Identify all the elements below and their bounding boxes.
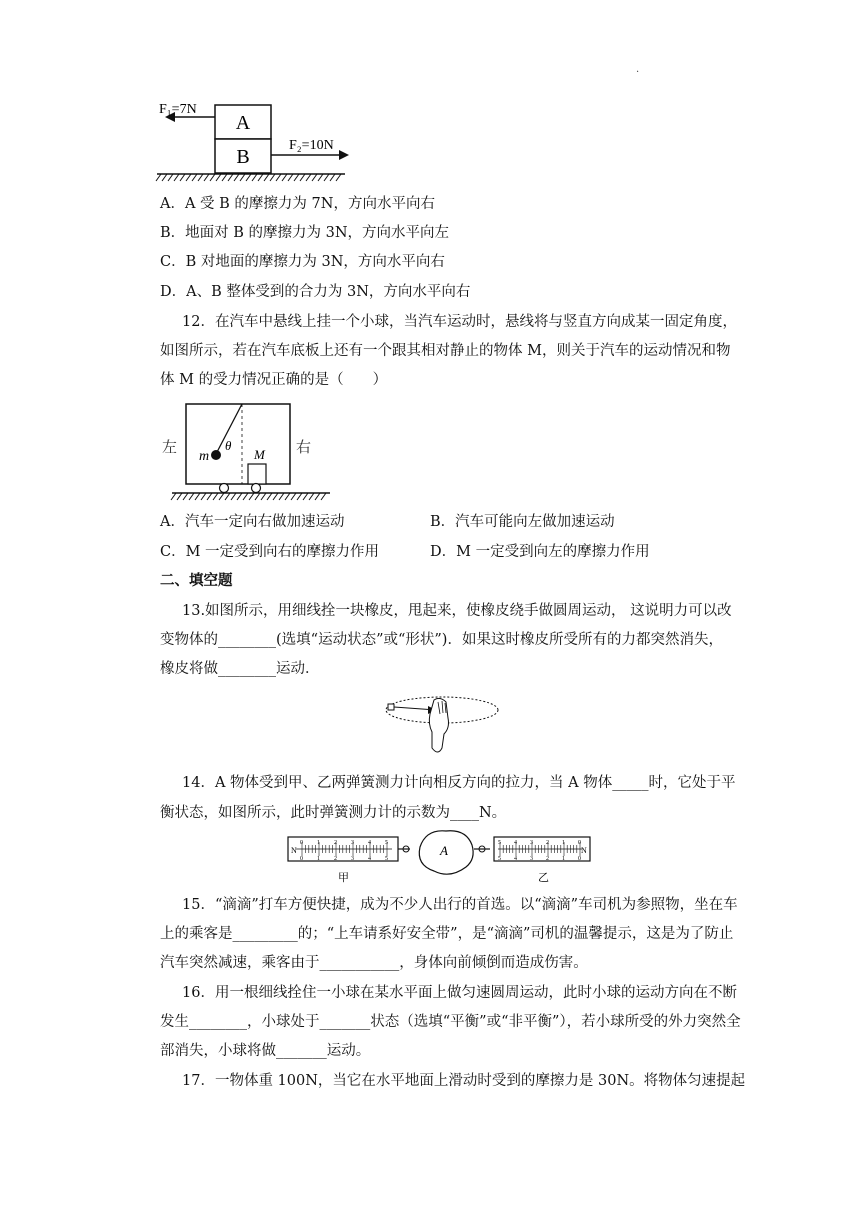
ground-hatch xyxy=(291,493,296,500)
ground-hatch xyxy=(219,493,224,500)
scale-yi-label: 乙 xyxy=(538,872,549,884)
ground-hatch xyxy=(156,174,161,181)
q13-line3: 橡皮将做________运动． xyxy=(160,661,320,677)
q16-line3: 部消失，小球将做_______运动。 xyxy=(160,1043,371,1059)
ground-hatch xyxy=(270,174,275,181)
q14-line2: 衡状态，如图所示，此时弹簧测力计的示数为____N。 xyxy=(160,805,507,821)
ground-hatch xyxy=(249,493,254,500)
scale-digit: 4 xyxy=(514,840,517,846)
ground-hatch xyxy=(264,174,269,181)
q13-line1: 13.如图所示，用细线拴一块橡皮，甩起来，使橡皮绕手做圆周运动， 这说明力可以改 xyxy=(182,603,732,619)
q16-line1: 16．用一根细线拴住一小球在某水平面上做匀速圆周运动，此时小球的运动方向在不断 xyxy=(182,985,737,1001)
ground-hatch xyxy=(183,493,188,500)
scale-yi xyxy=(474,837,590,862)
scale-digit: 5 xyxy=(498,840,501,846)
scale-digit: 3 xyxy=(351,840,354,846)
q12-option-d: D．M 一定受到向左的摩擦力作用 xyxy=(430,544,650,560)
scale-digit: 1 xyxy=(562,840,565,846)
q12-option-a: A．汽车一定向右做加速运动 xyxy=(160,514,345,530)
ball-label-m: m xyxy=(199,449,210,464)
scale-digit: 5 xyxy=(498,856,501,862)
scale-digit: 0 xyxy=(578,840,581,846)
ground-hatch xyxy=(300,174,305,181)
ground-hatch xyxy=(174,174,179,181)
ground-hatch xyxy=(177,493,182,500)
ground-hatch xyxy=(240,174,245,181)
scale-digit: 2 xyxy=(546,856,549,862)
ground-hatch xyxy=(216,174,221,181)
scale-digit: 1 xyxy=(317,856,320,862)
pendulum-ball xyxy=(211,450,221,460)
q11-option-c: C．B 对地面的摩擦力为 3N，方向水平向右 xyxy=(160,254,445,270)
q15-line2: 上的乘客是_________的；“上车请系好安全带”，是“滴滴”司机的温馨提示，这是为了防止 xyxy=(160,926,734,942)
ground-hatch xyxy=(222,174,227,181)
ground-hatch xyxy=(336,174,341,181)
scale-digit: 0 xyxy=(300,856,303,862)
ground-hatch xyxy=(273,493,278,500)
hand-eraser-figure xyxy=(382,688,510,768)
ground-hatch xyxy=(279,493,284,500)
force-f1-label: F₁=7N xyxy=(159,102,197,117)
q16-line2: 发生________，小球处于_______状态（选填“平衡”或“非平衡”），若小球所受的外力突然全 xyxy=(160,1014,741,1030)
ground-hatch xyxy=(228,174,233,181)
angle-label-theta: θ xyxy=(225,438,232,453)
scale-digit: 1 xyxy=(317,840,320,846)
ground-hatch xyxy=(195,493,200,500)
svg-text:N: N xyxy=(581,846,587,855)
ground-hatch xyxy=(246,174,251,181)
wheel-right xyxy=(252,484,261,493)
svg-text:N: N xyxy=(291,846,297,855)
ground-hatch xyxy=(297,493,302,500)
scale-digit: 4 xyxy=(368,856,371,862)
scale-digit: 3 xyxy=(530,840,533,846)
scale-digit: 4 xyxy=(514,856,517,862)
ground-hatch xyxy=(315,493,320,500)
q11-option-b: B．地面对 B 的摩擦力为 3N，方向水平向左 xyxy=(160,225,450,241)
q12-option-b: B．汽车可能向左做加速运动 xyxy=(430,514,615,530)
scale-digit: 5 xyxy=(385,840,388,846)
scale-digit: 3 xyxy=(530,856,533,862)
q15-line3: 汽车突然减速，乘客由于___________，身体向前倾倒而造成伤害。 xyxy=(160,955,588,971)
car-pendulum-figure xyxy=(158,398,343,504)
ground-hatch xyxy=(204,174,209,181)
scale-digit: 3 xyxy=(351,856,354,862)
ground-hatch xyxy=(171,493,176,500)
ground-hatch xyxy=(210,174,215,181)
ground-hatch xyxy=(234,174,239,181)
block-b-label: B xyxy=(236,146,250,168)
spring-scales-figure xyxy=(286,823,592,885)
q11-option-a: A．A 受 B 的摩擦力为 7N，方向水平向右 xyxy=(160,196,435,212)
ground-hatch xyxy=(162,174,167,181)
eraser xyxy=(388,704,394,710)
ground-hatch xyxy=(231,493,236,500)
ground-hatch xyxy=(321,493,326,500)
block-m-label: M xyxy=(254,447,265,462)
force-f2-label: F₂=10N xyxy=(289,138,334,153)
ground-hatch xyxy=(294,174,299,181)
corner-mark: . xyxy=(636,64,640,75)
scale-digit: 2 xyxy=(334,856,337,862)
scale-digit: 4 xyxy=(368,840,371,846)
q11-option-d: D．A、B 整体受到的合力为 3N，方向水平向右 xyxy=(160,284,471,300)
ground-hatch xyxy=(213,493,218,500)
section-heading: 二、填空题 xyxy=(160,572,233,589)
object-a-label: A xyxy=(440,843,448,858)
ground-hatch xyxy=(306,174,311,181)
ground-hatch xyxy=(186,174,191,181)
q14-line1: 14．A 物体受到甲、乙两弹簧测力计向相反方向的拉力，当 A 物体_____时，它处于平 xyxy=(182,775,736,791)
scale-digit: 2 xyxy=(334,840,337,846)
ground-hatch xyxy=(237,493,242,500)
scale-jia xyxy=(288,837,410,862)
q15-line1: 15．“滴滴”打车方便快捷，成为不少人出行的首选。以“滴滴”车司机为参照物，坐在车 xyxy=(182,897,738,913)
ground-hatch xyxy=(288,174,293,181)
q17-line1: 17．一物体重 100N，当它在水平地面上滑动时受到的摩擦力是 30N。将物体匀速提起 xyxy=(182,1073,746,1089)
ground-hatch xyxy=(303,493,308,500)
scale-digit: 1 xyxy=(562,856,565,862)
ground-hatch xyxy=(276,174,281,181)
blocks-figure xyxy=(155,95,355,187)
scale-digit: 5 xyxy=(385,856,388,862)
arrow-right-icon xyxy=(339,150,349,160)
ground-hatch xyxy=(330,174,335,181)
q12-line3: 体 M 的受力情况正确的是（ ） xyxy=(160,372,388,388)
ground-hatch xyxy=(180,174,185,181)
ground-hatch xyxy=(255,493,260,500)
ground-hatch xyxy=(324,174,329,181)
car-body xyxy=(186,404,290,484)
ground-hatch xyxy=(312,174,317,181)
scale-jia-label: 甲 xyxy=(338,872,349,884)
ground-hatch xyxy=(243,493,248,500)
scale-digit: 0 xyxy=(578,856,581,862)
ground-hatch xyxy=(252,174,257,181)
scale-digit: 2 xyxy=(546,840,549,846)
ground-hatch xyxy=(285,493,290,500)
scale-digit: 0 xyxy=(300,840,303,846)
ground-hatch xyxy=(258,174,263,181)
ground-hatch xyxy=(201,493,206,500)
ground-hatch xyxy=(309,493,314,500)
q12-option-c: C．M 一定受到向右的摩擦力作用 xyxy=(160,544,380,560)
q12-line2: 如图所示，若在汽车底板上还有一个跟其相对静止的物体 M，则关于汽车的运动情况和物 xyxy=(160,343,731,359)
ground-hatch xyxy=(168,174,173,181)
ground-hatch xyxy=(207,493,212,500)
ground-hatch xyxy=(282,174,287,181)
left-label: 左 xyxy=(162,440,178,456)
right-label: 右 xyxy=(296,440,312,456)
ground-hatch xyxy=(189,493,194,500)
ground-hatch xyxy=(261,493,266,500)
q12-line1: 12．在汽车中悬线上挂一个小球，当汽车运动时，悬线将与竖直方向成某一固定角度， xyxy=(182,314,737,330)
block-a-label: A xyxy=(235,112,251,134)
q13-line2: 变物体的________(选填“运动状态”或“形状”)．如果这时橡皮所受所有的力都突然消失， xyxy=(160,632,723,648)
ground-hatch xyxy=(225,493,230,500)
ground-hatch xyxy=(192,174,197,181)
wheel-left xyxy=(220,484,229,493)
ground-hatch xyxy=(267,493,272,500)
ground-hatch xyxy=(318,174,323,181)
block-m xyxy=(248,464,266,484)
ground-hatch xyxy=(198,174,203,181)
